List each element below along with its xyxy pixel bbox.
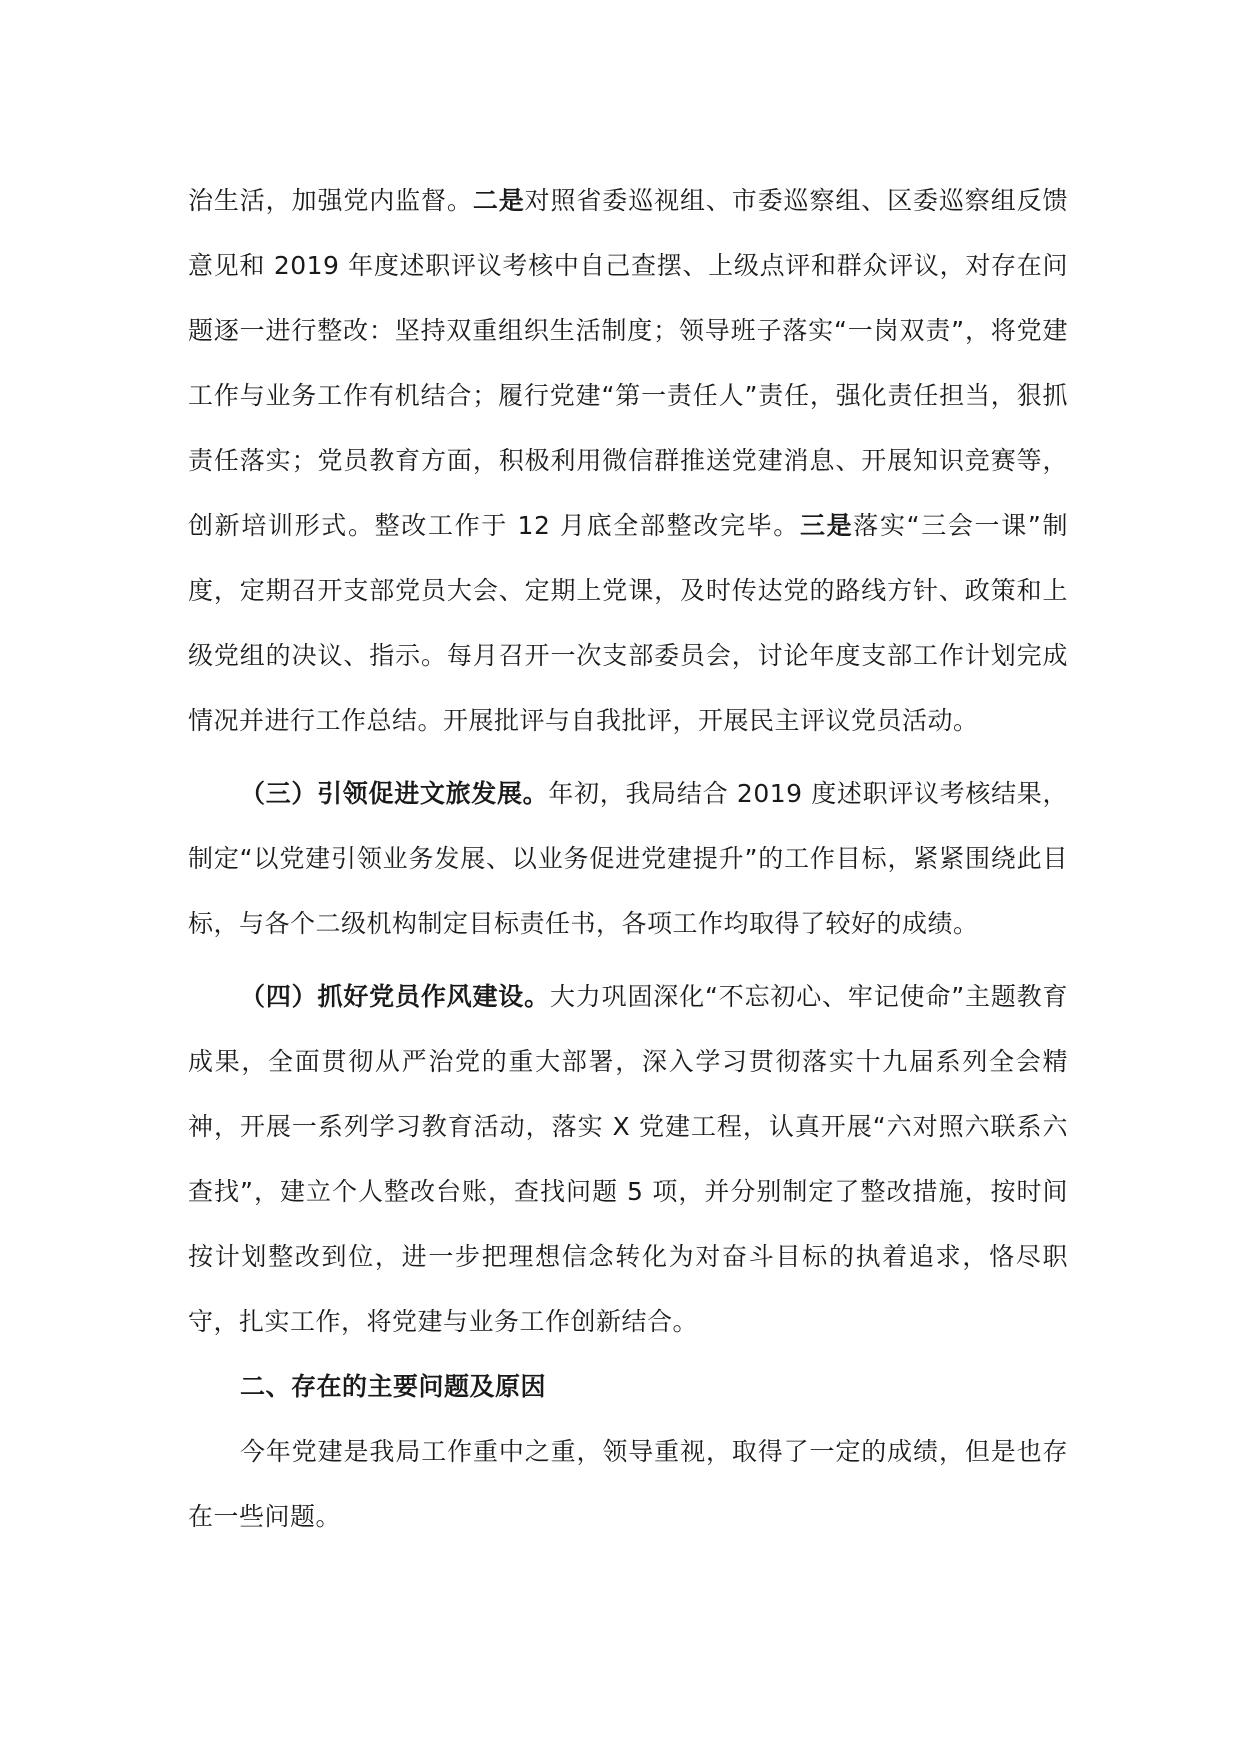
- document-page: [188, 168, 1068, 1549]
- section-4-body: 大力巩固深化“不忘初心、牢记使命”主题教育成果，全面贯彻从严治党的重大部署，深入学习贯彻落实十九届系列全会精神，开展一系列学习教育活动，落实 X 党建工程，认真开展“六对照六联系六查找”，建立个人整改台账，查找问题 5 项，并分别制定了整改措施，按时间按计划整改到位，进一步把理想信念转化为对奋斗目标的执着追求，恪尽职守，扎实工作，将党建与业务工作创新结合。: [188, 982, 1068, 1336]
- section-4-title: （四）抓好党员作风建设。: [240, 982, 550, 1011]
- bold-marker-third: 三是: [799, 511, 854, 540]
- paragraph-closing: 今年党建是我局工作重中之重，领导重视，取得了一定的成绩，但是也存在一些问题。: [188, 1437, 1068, 1531]
- section-3-body: 年初，我局结合 2019 度述职评议考核结果，制定“以党建引领业务发展、以业务促进党建提升”的工作目标，紧紧围绕此目标，与各个二级机构制定目标责任书，各项工作均取得了较好的成绩。: [188, 779, 1068, 938]
- paragraph-section-3: [188, 761, 1068, 956]
- paragraph-oversight: [188, 168, 1068, 753]
- text-run: 治生活，加强党内监督。: [188, 186, 473, 215]
- paragraph-section-4: [188, 964, 1068, 1354]
- section-3-title: （三）引领促进文旅发展。: [240, 779, 549, 808]
- text-run: 落实“三会一课”制度，定期召开支部党员大会、定期上党课，及时传达党的路线方针、政策和上级党组的决议、指示。每月召开一次支部委员会，讨论年度支部工作计划完成情况并进行工作总结。开展批评与自我批评，开展民主评议党员活动。: [188, 511, 1068, 735]
- bold-marker-second: 二是: [472, 186, 525, 215]
- text-run: 对照省委巡视组、市委巡察组、区委巡察组反馈意见和 2019 年度述职评议考核中自己查摆、上级点评和群众评议，对存在问题逐一进行整改：坚持双重组织生活制度；领导班子落实“一岗双责”，将党建工作与业务工作有机结合；履行党建“第一责任人”责任，强化责任担当，狠抓责任落实；党员教育方面，积极利用微信群推送党建消息、开展知识竞赛等，创新培训形式。整改工作于 12 月底全部整改完毕。: [188, 186, 1068, 540]
- section-heading-problems: 二、存在的主要问题及原因: [240, 1372, 547, 1401]
